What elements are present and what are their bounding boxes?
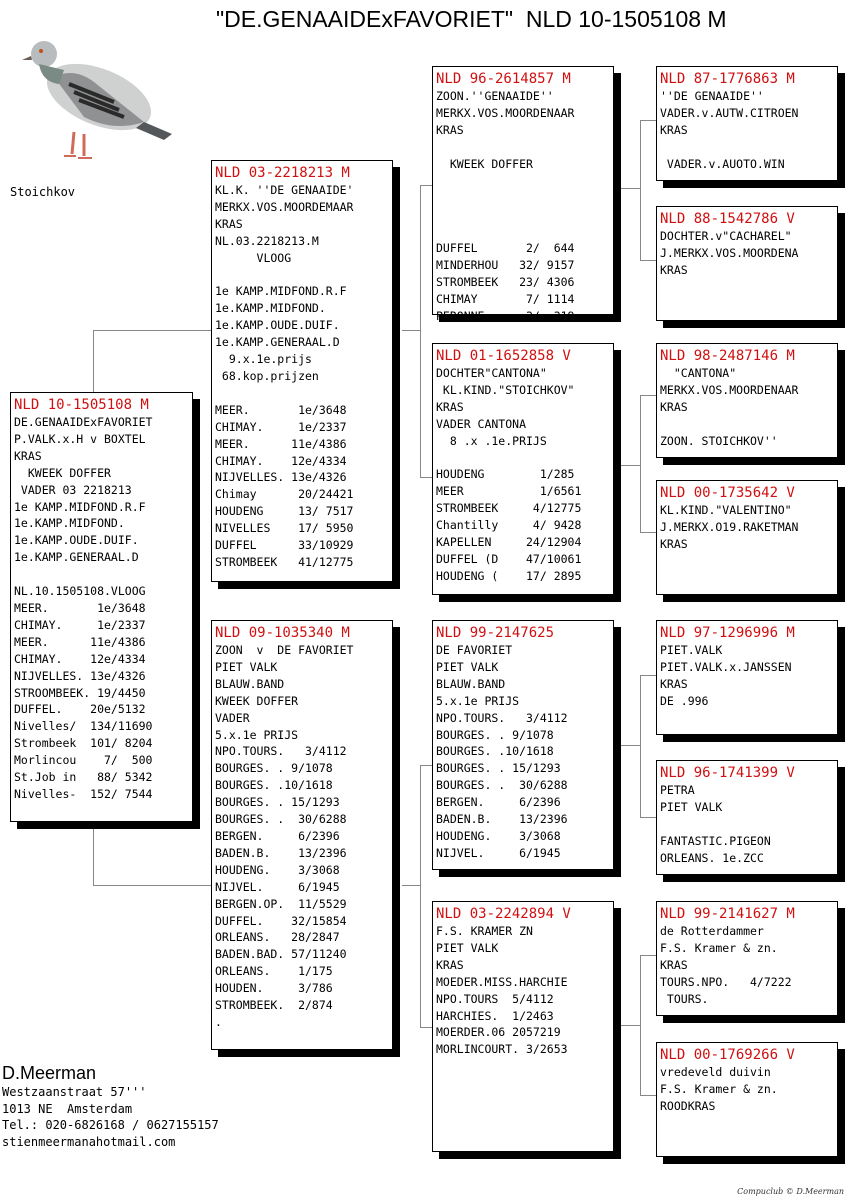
pedigree-line bbox=[660, 416, 834, 433]
page-title: "DE.GENAAIDExFAVORIET" NLD 10-1505108 M bbox=[216, 6, 727, 32]
pedigree-line: ''DE GENAAIDE'' bbox=[660, 89, 764, 103]
pedigree-line: BERGEN. 6/2396 bbox=[436, 795, 561, 810]
pedigree-line: CHIMAY 7/ 1114 bbox=[436, 291, 575, 306]
pedigree-line: DUFFEL (D 47/10061 bbox=[436, 551, 582, 566]
pedigree-line: DE .996 bbox=[660, 693, 709, 708]
pedigree-line: Chimay 20/24421 bbox=[215, 487, 354, 502]
pedigree-line: ZOON.''GENAAIDE'' bbox=[436, 89, 554, 103]
connector-line bbox=[420, 1027, 432, 1028]
ring-number: NLD 98-2487146 M bbox=[660, 348, 795, 364]
pedigree-line: KRAS bbox=[660, 262, 688, 277]
pedigree-line: BOURGES. . 15/1293 bbox=[215, 795, 340, 810]
pedigree-line: MERKX.VOS.MOORDENAAR bbox=[660, 382, 799, 397]
ring-number: NLD 99-2147625 bbox=[436, 625, 555, 641]
pedigree-card-subject bbox=[10, 392, 193, 822]
ring-number: NLD 00-1769266 V bbox=[660, 1047, 795, 1063]
pedigree-line: BOURGES. .10/1618 bbox=[436, 744, 554, 759]
pedigree-line: NPO.TOURS. 3/4112 bbox=[215, 744, 347, 759]
ring-number: NLD 03-2242894 V bbox=[436, 906, 571, 922]
pedigree-line: F.S. Kramer & zn. bbox=[660, 1081, 778, 1096]
pedigree-line bbox=[436, 450, 610, 467]
pedigree-line: CHIMAY. 12e/4334 bbox=[215, 453, 347, 468]
pedigree-line: BLAUW.BAND bbox=[436, 676, 506, 691]
pedigree-line: PIET VALK bbox=[436, 940, 499, 955]
connector-line bbox=[420, 765, 421, 1027]
connector-line bbox=[640, 532, 656, 533]
pedigree-line: KRAS bbox=[436, 399, 464, 414]
ring-number: NLD 10-1505108 M bbox=[14, 397, 149, 413]
pedigree-line: VADER.v.AUOTO.WIN bbox=[660, 156, 785, 171]
pedigree-line: NL.10.1505108.VLOOG bbox=[14, 584, 146, 599]
pedigree-line: NPO.TOURS 5/4112 bbox=[436, 991, 554, 1006]
pedigree-line: DOCHTER.v"CACHAREL" bbox=[660, 229, 792, 243]
ring-number: NLD 01-1652858 V bbox=[436, 348, 571, 364]
pedigree-line: CHIMAY. 12e/4334 bbox=[14, 651, 146, 666]
pedigree-line: BOURGES. . 9/1078 bbox=[436, 727, 554, 742]
connector-line bbox=[620, 1025, 640, 1026]
pedigree-line: DUFFEL 2/ 644 bbox=[436, 241, 575, 256]
owner-phone: Tel.: 020-6826168 / 0627155157 bbox=[2, 1118, 219, 1132]
pedigree-line bbox=[660, 816, 834, 833]
pedigree-line: vredeveld duivin bbox=[660, 1065, 771, 1079]
pedigree-line: NIJVELLES. 13e/4326 bbox=[215, 470, 347, 485]
pedigree-line: 1e.KAMP.MIDFOND. bbox=[14, 516, 125, 531]
pedigree-line: STROMBEEK 4/12775 bbox=[436, 501, 582, 516]
pedigree-card-mother-mother bbox=[432, 901, 614, 1152]
ring-number: NLD 03-2218213 M bbox=[215, 165, 350, 181]
pedigree-card-father bbox=[211, 160, 393, 582]
pedigree-line: KAPELLEN 24/12904 bbox=[436, 535, 582, 550]
pedigree-line: MEER. 1e/3648 bbox=[14, 600, 146, 615]
pedigree-line bbox=[436, 206, 610, 223]
owner-address: Westzaanstraat 57''' bbox=[2, 1085, 147, 1099]
connector-line bbox=[640, 395, 641, 532]
pedigree-line: KRAS bbox=[660, 399, 688, 414]
pedigree-line: Morlincou 7/ 500 bbox=[14, 753, 153, 768]
pedigree-line: VADER CANTONA bbox=[436, 416, 527, 431]
pedigree-line: NL.03.2218213.M bbox=[215, 233, 319, 248]
photo-caption: Stoichkov bbox=[10, 185, 76, 199]
pedigree-line: MINDERHOU 32/ 9157 bbox=[436, 258, 575, 273]
pedigree-card-ffm bbox=[656, 206, 838, 321]
pedigree-line: KL.KIND."STOICHKOV" bbox=[436, 382, 575, 397]
pedigree-line: ROODKRAS bbox=[660, 1098, 716, 1113]
pedigree-line: HOUDENG 13/ 7517 bbox=[215, 504, 354, 519]
pedigree-line: KRAS bbox=[215, 216, 243, 231]
pedigree-line: VADER 03 2218213 bbox=[14, 482, 132, 497]
ring-number: NLD 00-1735642 V bbox=[660, 485, 795, 501]
pedigree-line: PIET VALK bbox=[660, 799, 723, 814]
connector-line bbox=[402, 330, 420, 331]
pedigree-line: 8 .x .1e.PRIJS bbox=[436, 433, 547, 448]
pedigree-line: HOUDENG. 3/3068 bbox=[215, 862, 340, 877]
pedigree-line: DOCHTER"CANTONA" bbox=[436, 366, 547, 380]
connector-line bbox=[420, 185, 432, 186]
pedigree-line: NIJVELLES. 13e/4326 bbox=[14, 668, 146, 683]
footer-credit: Compuclub © D.Meerman bbox=[737, 1187, 844, 1196]
pedigree-line: St.Job in 88/ 5342 bbox=[14, 770, 153, 785]
connector-line bbox=[640, 955, 641, 1095]
pedigree-line: KRAS bbox=[14, 448, 42, 463]
pedigree-line: TOURS. bbox=[660, 991, 709, 1006]
pedigree-line bbox=[215, 385, 389, 402]
pedigree-line: NIJVEL. 6/1945 bbox=[215, 879, 340, 894]
pedigree-line: HOUDENG. 3/3068 bbox=[436, 828, 561, 843]
pedigree-line: STROMBEEK 23/ 4306 bbox=[436, 274, 575, 289]
pedigree-line: 5.x.1e PRIJS bbox=[436, 693, 520, 708]
pedigree-line: MERKX.VOS.MOORDENAAR bbox=[436, 105, 575, 120]
connector-line bbox=[640, 395, 656, 396]
pedigree-line: Chantilly 4/ 9428 bbox=[436, 518, 582, 533]
connector-line bbox=[420, 185, 421, 477]
pedigree-line: 1e.KAMP.MIDFOND. bbox=[215, 301, 326, 316]
pedigree-line: KRAS bbox=[436, 957, 464, 972]
pedigree-card-fff bbox=[656, 66, 838, 181]
ring-number: NLD 96-2614857 M bbox=[436, 71, 571, 87]
connector-line bbox=[620, 465, 640, 466]
pedigree-line: DE.GENAAIDExFAVORIET bbox=[14, 415, 153, 429]
pedigree-line: VLOOG bbox=[215, 250, 292, 265]
pedigree-line: PIET VALK bbox=[215, 659, 278, 674]
pedigree-line: "CANTONA" bbox=[660, 366, 737, 380]
pedigree-line: BOURGES. . 30/6288 bbox=[215, 812, 347, 827]
connector-line bbox=[620, 188, 640, 189]
pedigree-card-fmm bbox=[656, 480, 838, 595]
pedigree-line bbox=[14, 566, 189, 583]
pedigree-line: NIJVEL. 6/1945 bbox=[436, 845, 561, 860]
pedigree-line: STROOMBEEK. 19/4450 bbox=[14, 685, 146, 700]
pedigree-line: KWEEK DOFFER bbox=[215, 693, 299, 708]
pedigree-line: MEER 1/6561 bbox=[436, 484, 582, 499]
pedigree-line: BOURGES. .10/1618 bbox=[215, 778, 333, 793]
pedigree-line: ZOON. STOICHKOV'' bbox=[660, 433, 778, 448]
pedigree-line: 68.kop.prijzen bbox=[215, 368, 319, 383]
pedigree-line: PERONNE 3/ 319 bbox=[436, 308, 575, 323]
pedigree-line: KRAS bbox=[436, 122, 464, 137]
pedigree-line: . bbox=[215, 1014, 222, 1029]
ring-number: NLD 09-1035340 M bbox=[215, 625, 350, 641]
pedigree-line: HARCHIES. 1/2463 bbox=[436, 1008, 554, 1023]
pedigree-line: BERGEN.OP. 11/5529 bbox=[215, 896, 347, 911]
pedigree-line: MEER. 11e/4386 bbox=[215, 436, 347, 451]
pedigree-line: BOURGES. . 15/1293 bbox=[436, 761, 561, 776]
pedigree-line: BOURGES. . 9/1078 bbox=[215, 761, 333, 776]
pedigree-line: ORLEANS. 1e.ZCC bbox=[660, 850, 764, 865]
connector-line bbox=[420, 765, 432, 766]
pedigree-line: STROMBEEK 41/12775 bbox=[215, 554, 354, 569]
connector-line bbox=[640, 1095, 656, 1096]
connector-line bbox=[640, 120, 656, 121]
pedigree-line: FANTASTIC.PIGEON bbox=[660, 833, 771, 848]
pedigree-line: ZOON v DE FAVORIET bbox=[215, 643, 354, 657]
owner-email: stienmeermanahotmail.com bbox=[2, 1134, 176, 1149]
pedigree-line bbox=[436, 189, 610, 206]
pedigree-line: 9.x.1e.prijs bbox=[215, 352, 312, 367]
pedigree-card-mfm bbox=[656, 760, 838, 875]
pedigree-line: KL.K. ''DE GENAAIDE' bbox=[215, 183, 354, 197]
connector-line bbox=[640, 120, 641, 260]
pedigree-line: F.S. Kramer & zn. bbox=[660, 940, 778, 955]
pedigree-line: ORLEANS. 1/175 bbox=[215, 964, 333, 979]
connector-line bbox=[93, 885, 211, 886]
pedigree-line: de Rotterdammer bbox=[660, 924, 764, 938]
pedigree-line: MEER. 1e/3648 bbox=[215, 402, 347, 417]
pedigree-line: 1e KAMP.MIDFOND.R.F bbox=[215, 284, 347, 299]
pedigree-line: P.VALK.x.H v BOXTEL bbox=[14, 431, 146, 446]
pedigree-line: F.S. KRAMER ZN bbox=[436, 924, 533, 938]
pedigree-line: MORLINCOURT. 3/2653 bbox=[436, 1042, 568, 1057]
pedigree-line: 1e.KAMP.GENERAAL.D bbox=[215, 335, 340, 350]
pedigree-line: PETRA bbox=[660, 783, 695, 797]
pedigree-line: VADER bbox=[215, 710, 250, 725]
pedigree-line: DUFFEL 33/10929 bbox=[215, 538, 354, 553]
pedigree-card-fmf bbox=[656, 343, 838, 458]
connector-line bbox=[402, 885, 420, 886]
pedigree-line bbox=[436, 223, 610, 240]
pedigree-line: KWEEK DOFFER bbox=[14, 465, 111, 480]
connector-line bbox=[93, 330, 94, 392]
pedigree-line: KRAS bbox=[660, 957, 688, 972]
connector-line bbox=[640, 955, 656, 956]
pedigree-line: Nivelles/ 134/11690 bbox=[14, 719, 153, 734]
pedigree-line: BLAUW.BAND bbox=[215, 676, 285, 691]
pedigree-line: DUFFEL. 20e/5132 bbox=[14, 702, 146, 717]
pedigree-line: CHIMAY. 1e/2337 bbox=[215, 419, 347, 434]
pedigree-card-mff bbox=[656, 620, 838, 735]
pedigree-line: J.MERKX.VOS.MOORDENA bbox=[660, 245, 799, 260]
pedigree-line: 1e.KAMP.OUDE.DUIF. bbox=[14, 533, 139, 548]
pedigree-line: NPO.TOURS. 3/4112 bbox=[436, 710, 568, 725]
pedigree-line: 1e.KAMP.GENERAAL.D bbox=[14, 550, 139, 565]
pedigree-line: BADEN.B. 13/2396 bbox=[436, 812, 568, 827]
pedigree-card-father-mother bbox=[432, 343, 614, 595]
owner-city: 1013 NE Amsterdam bbox=[2, 1101, 133, 1116]
pedigree-line: KRAS bbox=[660, 676, 688, 691]
pedigree-line: DE FAVORIET bbox=[436, 643, 513, 657]
connector-line bbox=[620, 745, 640, 746]
pedigree-line: STROMBEEK. 2/874 bbox=[215, 998, 333, 1013]
pedigree-line: KL.KIND."VALENTINO" bbox=[660, 503, 792, 517]
pedigree-line: Strombeek 101/ 8204 bbox=[14, 736, 153, 751]
pedigree-line: BADEN.B. 13/2396 bbox=[215, 845, 347, 860]
connector-line bbox=[93, 330, 211, 331]
pedigree-card-mmf bbox=[656, 901, 838, 1016]
ring-number: NLD 96-1741399 V bbox=[660, 765, 795, 781]
ring-number: NLD 97-1296996 M bbox=[660, 625, 795, 641]
pedigree-card-mmm bbox=[656, 1042, 838, 1157]
pedigree-line: 5.x.1e PRIJS bbox=[215, 727, 299, 742]
pedigree-line: NIVELLES 17/ 5950 bbox=[215, 521, 354, 536]
pedigree-line: KRAS bbox=[660, 536, 688, 551]
pedigree-line bbox=[436, 173, 610, 190]
owner-name: D.Meerman bbox=[2, 1063, 97, 1083]
connector-line bbox=[640, 260, 656, 261]
pedigree-card-father-father bbox=[432, 66, 614, 323]
pedigree-line bbox=[660, 139, 834, 156]
pedigree-line: PIET.VALK bbox=[660, 643, 723, 657]
pedigree-line: Nivelles- 152/ 7544 bbox=[14, 786, 153, 801]
pedigree-line: BOURGES. . 30/6288 bbox=[436, 778, 568, 793]
pedigree-line: HOUDENG 1/285 bbox=[436, 467, 575, 482]
pedigree-line: VADER.v.AUTW.CITROEN bbox=[660, 105, 799, 120]
pedigree-line: MEER. 11e/4386 bbox=[14, 634, 146, 649]
pedigree-line: J.MERKX.O19.RAKETMAN bbox=[660, 519, 799, 534]
pedigree-line: HOUDENG ( 17/ 2895 bbox=[436, 568, 582, 583]
pedigree-line: BERGEN. 6/2396 bbox=[215, 828, 340, 843]
pedigree-line: MERKX.VOS.MOORDEMAAR bbox=[215, 199, 354, 214]
connector-line bbox=[93, 822, 94, 885]
pedigree-line: ORLEANS. 28/2847 bbox=[215, 930, 340, 945]
connector-line bbox=[640, 817, 656, 818]
pedigree-line: 1e.KAMP.OUDE.DUIF. bbox=[215, 318, 340, 333]
connector-line bbox=[420, 477, 432, 478]
connector-line bbox=[640, 675, 656, 676]
pedigree-line bbox=[436, 139, 610, 156]
pedigree-line: MOEDER.MISS.HARCHIE bbox=[436, 974, 568, 989]
ring-number: NLD 88-1542786 V bbox=[660, 211, 795, 227]
pedigree-line bbox=[215, 267, 389, 284]
pedigree-line: BADEN.BAD. 57/11240 bbox=[215, 947, 347, 962]
owner-block bbox=[2, 1062, 219, 1150]
connector-line bbox=[640, 675, 641, 817]
pedigree-line: DUFFEL. 32/15854 bbox=[215, 913, 347, 928]
pedigree-line: PIET VALK bbox=[436, 659, 499, 674]
pedigree-card-mother-father bbox=[432, 620, 614, 870]
ring-number: NLD 99-2141627 M bbox=[660, 906, 795, 922]
pedigree-line: KRAS bbox=[660, 122, 688, 137]
pedigree-line: KWEEK DOFFER bbox=[436, 156, 533, 171]
ring-number: NLD 87-1776863 M bbox=[660, 71, 795, 87]
pedigree-line: HOUDEN. 3/786 bbox=[215, 981, 333, 996]
pedigree-line: MOERDER.06 2057219 bbox=[436, 1025, 561, 1040]
pedigree-line: CHIMAY. 1e/2337 bbox=[14, 617, 146, 632]
pigeon-photo bbox=[14, 22, 174, 172]
pedigree-line: TOURS.NPO. 4/7222 bbox=[660, 974, 792, 989]
pedigree-line: 1e KAMP.MIDFOND.R.F bbox=[14, 499, 146, 514]
pedigree-card-mother bbox=[211, 620, 393, 1050]
pedigree-line: PIET.VALK.x.JANSSEN bbox=[660, 659, 792, 674]
